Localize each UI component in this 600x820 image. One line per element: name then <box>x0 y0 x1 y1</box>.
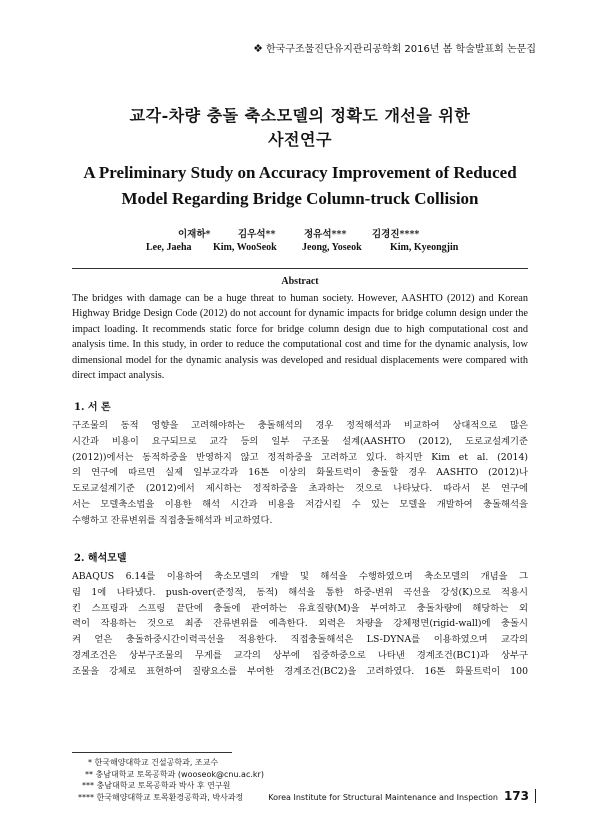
section-1-heading: 1. 서 론 <box>74 402 111 413</box>
section-1-line: 시간과 비용이 요구되므로 교각 등의 일부 구조물 설계(AASHTO (2012), 도로교설계기준 <box>72 435 528 447</box>
page-footer <box>268 789 536 803</box>
journal-header <box>253 40 536 55</box>
section-2-line: 경계조건은 상부구조물의 무게를 교각의 상부에 집중하중으로 나타낸 경계조건(BC1)과 상부구 <box>72 649 528 661</box>
section-1-line: (2012))에서는 동적하중을 반영하지 않고 정적하중을 고려하고 있다. 하지만 Kim et al. (2014) <box>72 451 528 463</box>
section-1-line: 수행하고 잔류변위를 직접충돌해석과 비교하였다. <box>72 514 273 526</box>
section-2-line: 켜 얻은 충돌하중시간이력곡선을 적용한다. 직접충돌해석은 LS-DYNA를 이용하였으며 교각의 <box>72 634 528 646</box>
author-4-en: Kim, Kyeongjin <box>390 242 459 253</box>
section-1-line: 서는 모델축소법을 이용한 해석 시간과 비용을 저감시킬 수 있는 모델을 개발하여 충돌해석을 <box>72 498 528 510</box>
author-1-ko: 이재하* <box>178 229 211 240</box>
page-number: 173 <box>504 789 536 803</box>
english-title-line-1: A Preliminary Study on Accuracy Improvement of Reduced <box>83 163 517 182</box>
author-3-ko: 정유석*** <box>304 229 347 240</box>
english-title-line-2: Model Regarding Bridge Column-truck Collision <box>121 189 479 208</box>
journal-name: 한국구조물진단유지관리공학회 2016년 봄 학술발표회 논문집 <box>265 44 536 55</box>
section-2-heading: 2. 해석모델 <box>74 553 127 564</box>
abstract-text: The bridges with damage can be a huge threat to human society. However, AASHTO (2012) and Korean Highway Bridge Design Code (2012) do not account for dynamic impacts for bridge column design under the impact loading. It recommends static force for bridge column design due to high computational cost and analysis time. In this study, in order to reduce the computational cost and time for the dynamic analysis, low dimensional model for the dynamic analysis was developed and residual displacements were compared with direct impact analysis. <box>72 293 528 382</box>
author-4-ko: 김경진**** <box>372 229 420 240</box>
footnote: * 한국해양대학교 건설공학과, 조교수 <box>88 758 219 767</box>
footnote: *** 충남대학교 토목공학과 박사 후 연구원 <box>82 781 231 790</box>
author-2-en: Kim, WooSeok <box>213 242 277 253</box>
korean-title-line-2: 사전연구 <box>268 130 332 149</box>
footnote: ** 충남대학교 토목공학과 (wooseok@cnu.ac.kr) <box>85 769 264 779</box>
footer-organization: Korea Institute for Structural Maintenance and Inspection <box>268 793 498 802</box>
section-2-line: ABAQUS 6.14를 이용하여 축소모델의 개발 및 해석을 수행하였으며 축소모델의 개념을 그 <box>72 571 528 582</box>
section-2-line: 킨 스프링과 스프링 끝단에 충돌에 관여하는 유효질량(M)을 부여하고 충돌차량에 해당하는 외 <box>72 602 528 614</box>
section-2-line: 림 1에 나타냈다. push-over(준정적, 동적) 해석을 통한 하중-변위 곡선을 강성(K)으로 적용시 <box>72 586 528 598</box>
section-2-line: 력이 작용하는 것으로 최종 잔류변위를 예측한다. 외력은 차량을 강체평면(rigid-wall)에 충돌시 <box>72 618 528 630</box>
section-1-line: 구조물의 동적 영향을 고려해야하는 충돌해석의 경우 정적해석과 비교하여 상대적으로 많은 <box>72 420 528 431</box>
korean-title <box>0 104 600 152</box>
abstract-heading: Abstract <box>281 276 319 287</box>
author-1-en: Lee, Jaeha <box>146 242 192 253</box>
section-2-body <box>72 569 528 680</box>
section-1-line: 의 연구에 따르면 실제 일부교각과 16톤 이상의 화물트럭이 충돌할 경우 AASHTO (2012)나 <box>72 467 528 479</box>
section-1-body <box>72 418 528 529</box>
section-2-line: 조물을 강체로 표현하여 질량요소를 부여한 경계조건(BC2)을 고려하였다. 16톤 화물트럭이 100 <box>72 665 528 677</box>
korean-title-line-1: 교각-차량 충돌 축소모델의 정확도 개선을 위한 <box>129 106 471 125</box>
footnote-divider <box>72 752 232 753</box>
author-block <box>0 226 600 258</box>
diamond-icon: ❖ <box>253 42 263 55</box>
english-title <box>0 160 600 212</box>
title-divider <box>72 268 528 269</box>
footnotes <box>78 757 264 803</box>
footnote: **** 한국해양대학교 토목환경공학과, 박사과정 <box>78 792 244 802</box>
author-names-korean <box>0 226 600 242</box>
author-2-ko: 김우석** <box>238 229 276 240</box>
section-1-line: 도로교설계기준 (2012)에서 제시하는 정적하중을 초과하는 것으로 나타났다. 따라서 본 연구에 <box>72 483 528 495</box>
author-names-english <box>0 242 600 258</box>
author-3-en: Jeong, Yoseok <box>302 242 362 253</box>
